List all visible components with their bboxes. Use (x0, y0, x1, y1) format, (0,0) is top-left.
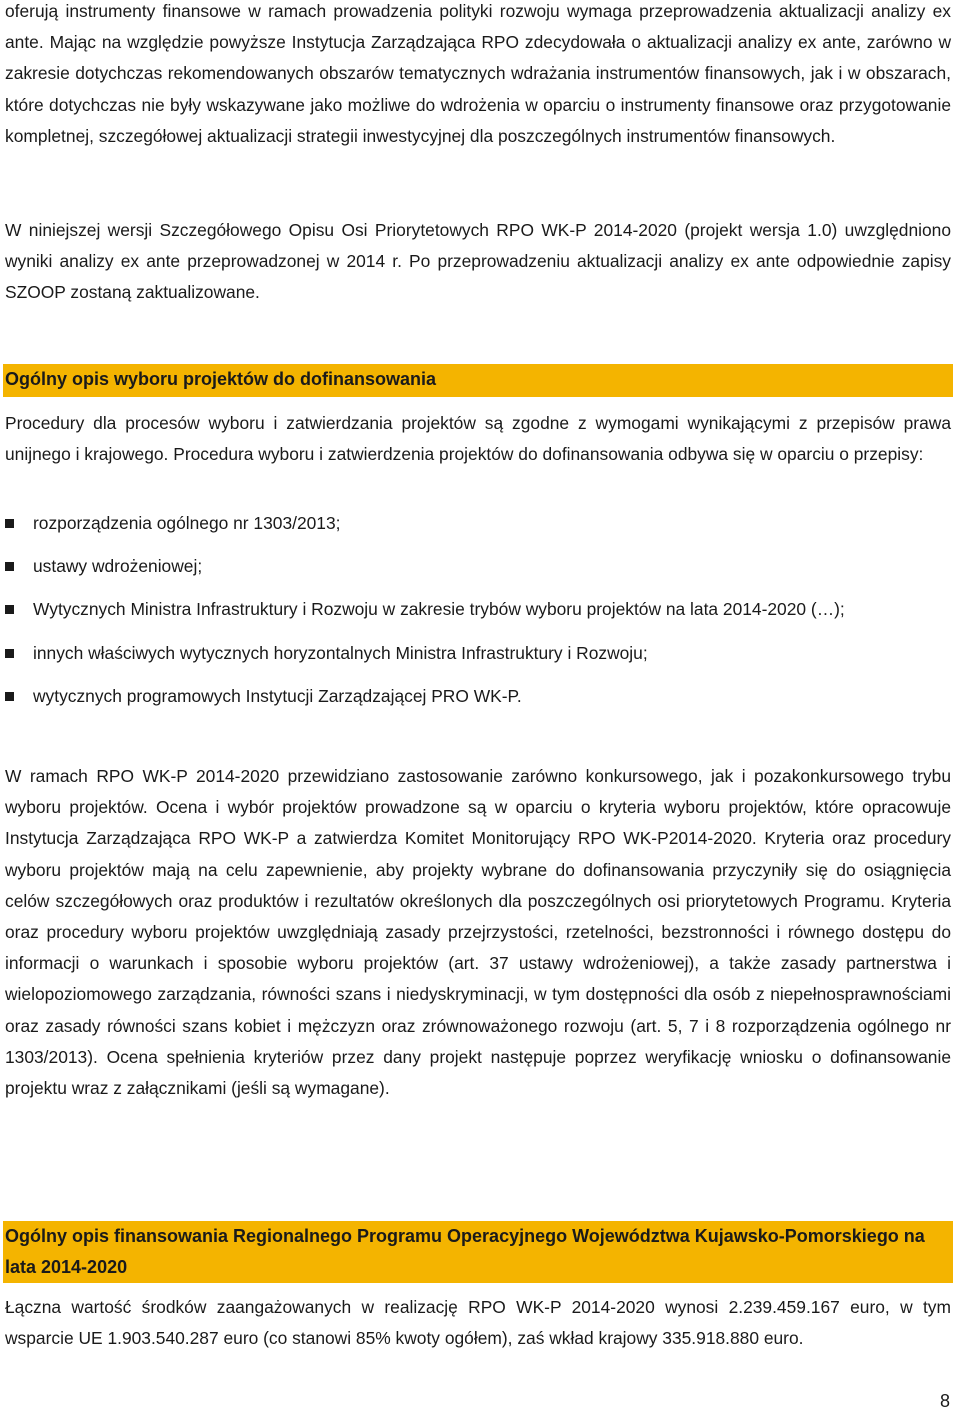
list-item (5, 551, 951, 582)
list-item-text: ustawy wdrożeniowej; (33, 556, 203, 577)
square-bullet-icon (5, 649, 14, 658)
list-item-text: Wytycznych Ministra Infrastruktury i Rozwoju w zakresie trybów wyboru projektów na lata 2014-2020 (…); (33, 599, 845, 620)
list-item-text: innych właściwych wytycznych horyzontalnych Ministra Infrastruktury i Rozwoju; (33, 642, 648, 663)
list-item (5, 508, 951, 539)
list-item (5, 681, 951, 712)
square-bullet-icon (5, 692, 14, 701)
list-item (5, 638, 951, 669)
square-bullet-icon (5, 562, 14, 571)
list-item (5, 594, 951, 625)
square-bullet-icon (5, 605, 14, 614)
version-paragraph: W niniejszej wersji Szczegółowego Opisu Osi Priorytetowych RPO WK-P 2014-2020 (projekt wersja 1.0) uwzględniono wyniki analizy ex ante przeprowadzonej w 2014 r. Po przeprowadzeniu aktualizacji analizy ex ante odpowiednie zapisy SZOOP zostaną zaktualizowane. (5, 220, 951, 303)
regulations-list (5, 508, 951, 724)
section-heading-selection: Ogólny opis wyboru projektów do dofinansowania (3, 364, 953, 397)
selection-intro-paragraph: Procedury dla procesów wyboru i zatwierdzania projektów są zgodne z wymogami wynikającymi z przepisów prawa unijnego i krajowego. Procedura wyboru i zatwierdzenia projektów do dofinansowania odbywa się w oparciu o przepisy: (5, 413, 951, 465)
financing-body-paragraph: Łączna wartość środków zaangażowanych w realizację RPO WK-P 2014-2020 wynosi 2.239.459.167 euro, w tym wsparcie UE 1.903.540.287 euro (co stanowi 85% kwoty ogółem), zaś wkład krajowy 335.918.880 euro. (5, 1297, 951, 1349)
section-heading-financing: Ogólny opis finansowania Regionalnego Programu Operacyjnego Województwa Kujawsko-Pomorskiego na lata 2014-2020 (3, 1221, 953, 1283)
selection-body-paragraph: W ramach RPO WK-P 2014-2020 przewidziano zastosowanie zarówno konkursowego, jak i pozakonkursowego trybu wyboru projektów. Ocena i wybór projektów prowadzone są w oparciu o kryteria wyboru projektów, które opracowuje Instytucja Zarządzająca RPO WK-P a zatwierdza Komitet Monitorujący RPO WK-P2014-2020. Kryteria oraz procedury wyboru projektów mają na celu zapewnienie, aby projekty wybrane do dofinansowania przyczyniły się do osiągnięcia celów szczegółowych oraz produktów i rezultatów określonych dla poszczególnych osi priorytetowych Programu. Kryteria oraz procedury wyboru projektów uwzględniają zasady przejrzystości, rzetelności, bezstronności i równego dostępu do informacji o warunkach i sposobie wyboru projektów (art. 37 ustawy wdrożeniowej), a także zasady partnerstwa i wielopoziomowego zarządzania, równości szans i niedyskryminacji, w tym dostępności dla osób z niepełnosprawnościami oraz zasady równości szans kobiet i mężczyzn oraz zrównoważonego rozwoju (art. 5, 7 i 8 rozporządzenia ogólnego nr 1303/2013). Ocena spełnienia kryteriów przez dany projekt następuje poprzez weryfikację wniosku o dofinansowanie projektu wraz z załącznikami (jeśli są wymagane). (5, 766, 951, 1099)
intro-paragraph: oferują instrumenty finansowe w ramach prowadzenia polityki rozwoju wymaga przeprowadzenia aktualizacji analizy ex ante. Mając na względzie powyższe Instytucja Zarządzająca RPO zdecydowała o aktualizacji analizy ex ante, zarówno w zakresie dotychczas rekomendowanych obszarów tematycznych wdrażania instrumentów finansowych, jak i w obszarach, które dotychczas nie były wskazywane jako możliwe do wdrożenia w oparciu o instrumenty finansowe oraz przygotowanie kompletnej, szczegółowej aktualizacji strategii inwestycyjnej dla poszczególnych instrumentów finansowych. (5, 1, 951, 146)
list-item-text: rozporządzenia ogólnego nr 1303/2013; (33, 513, 341, 533)
list-item-text: wytycznych programowych Instytucji Zarządzającej PRO WK-P. (33, 685, 522, 706)
square-bullet-icon (5, 519, 14, 528)
page-number: 8 (939, 1391, 950, 1411)
